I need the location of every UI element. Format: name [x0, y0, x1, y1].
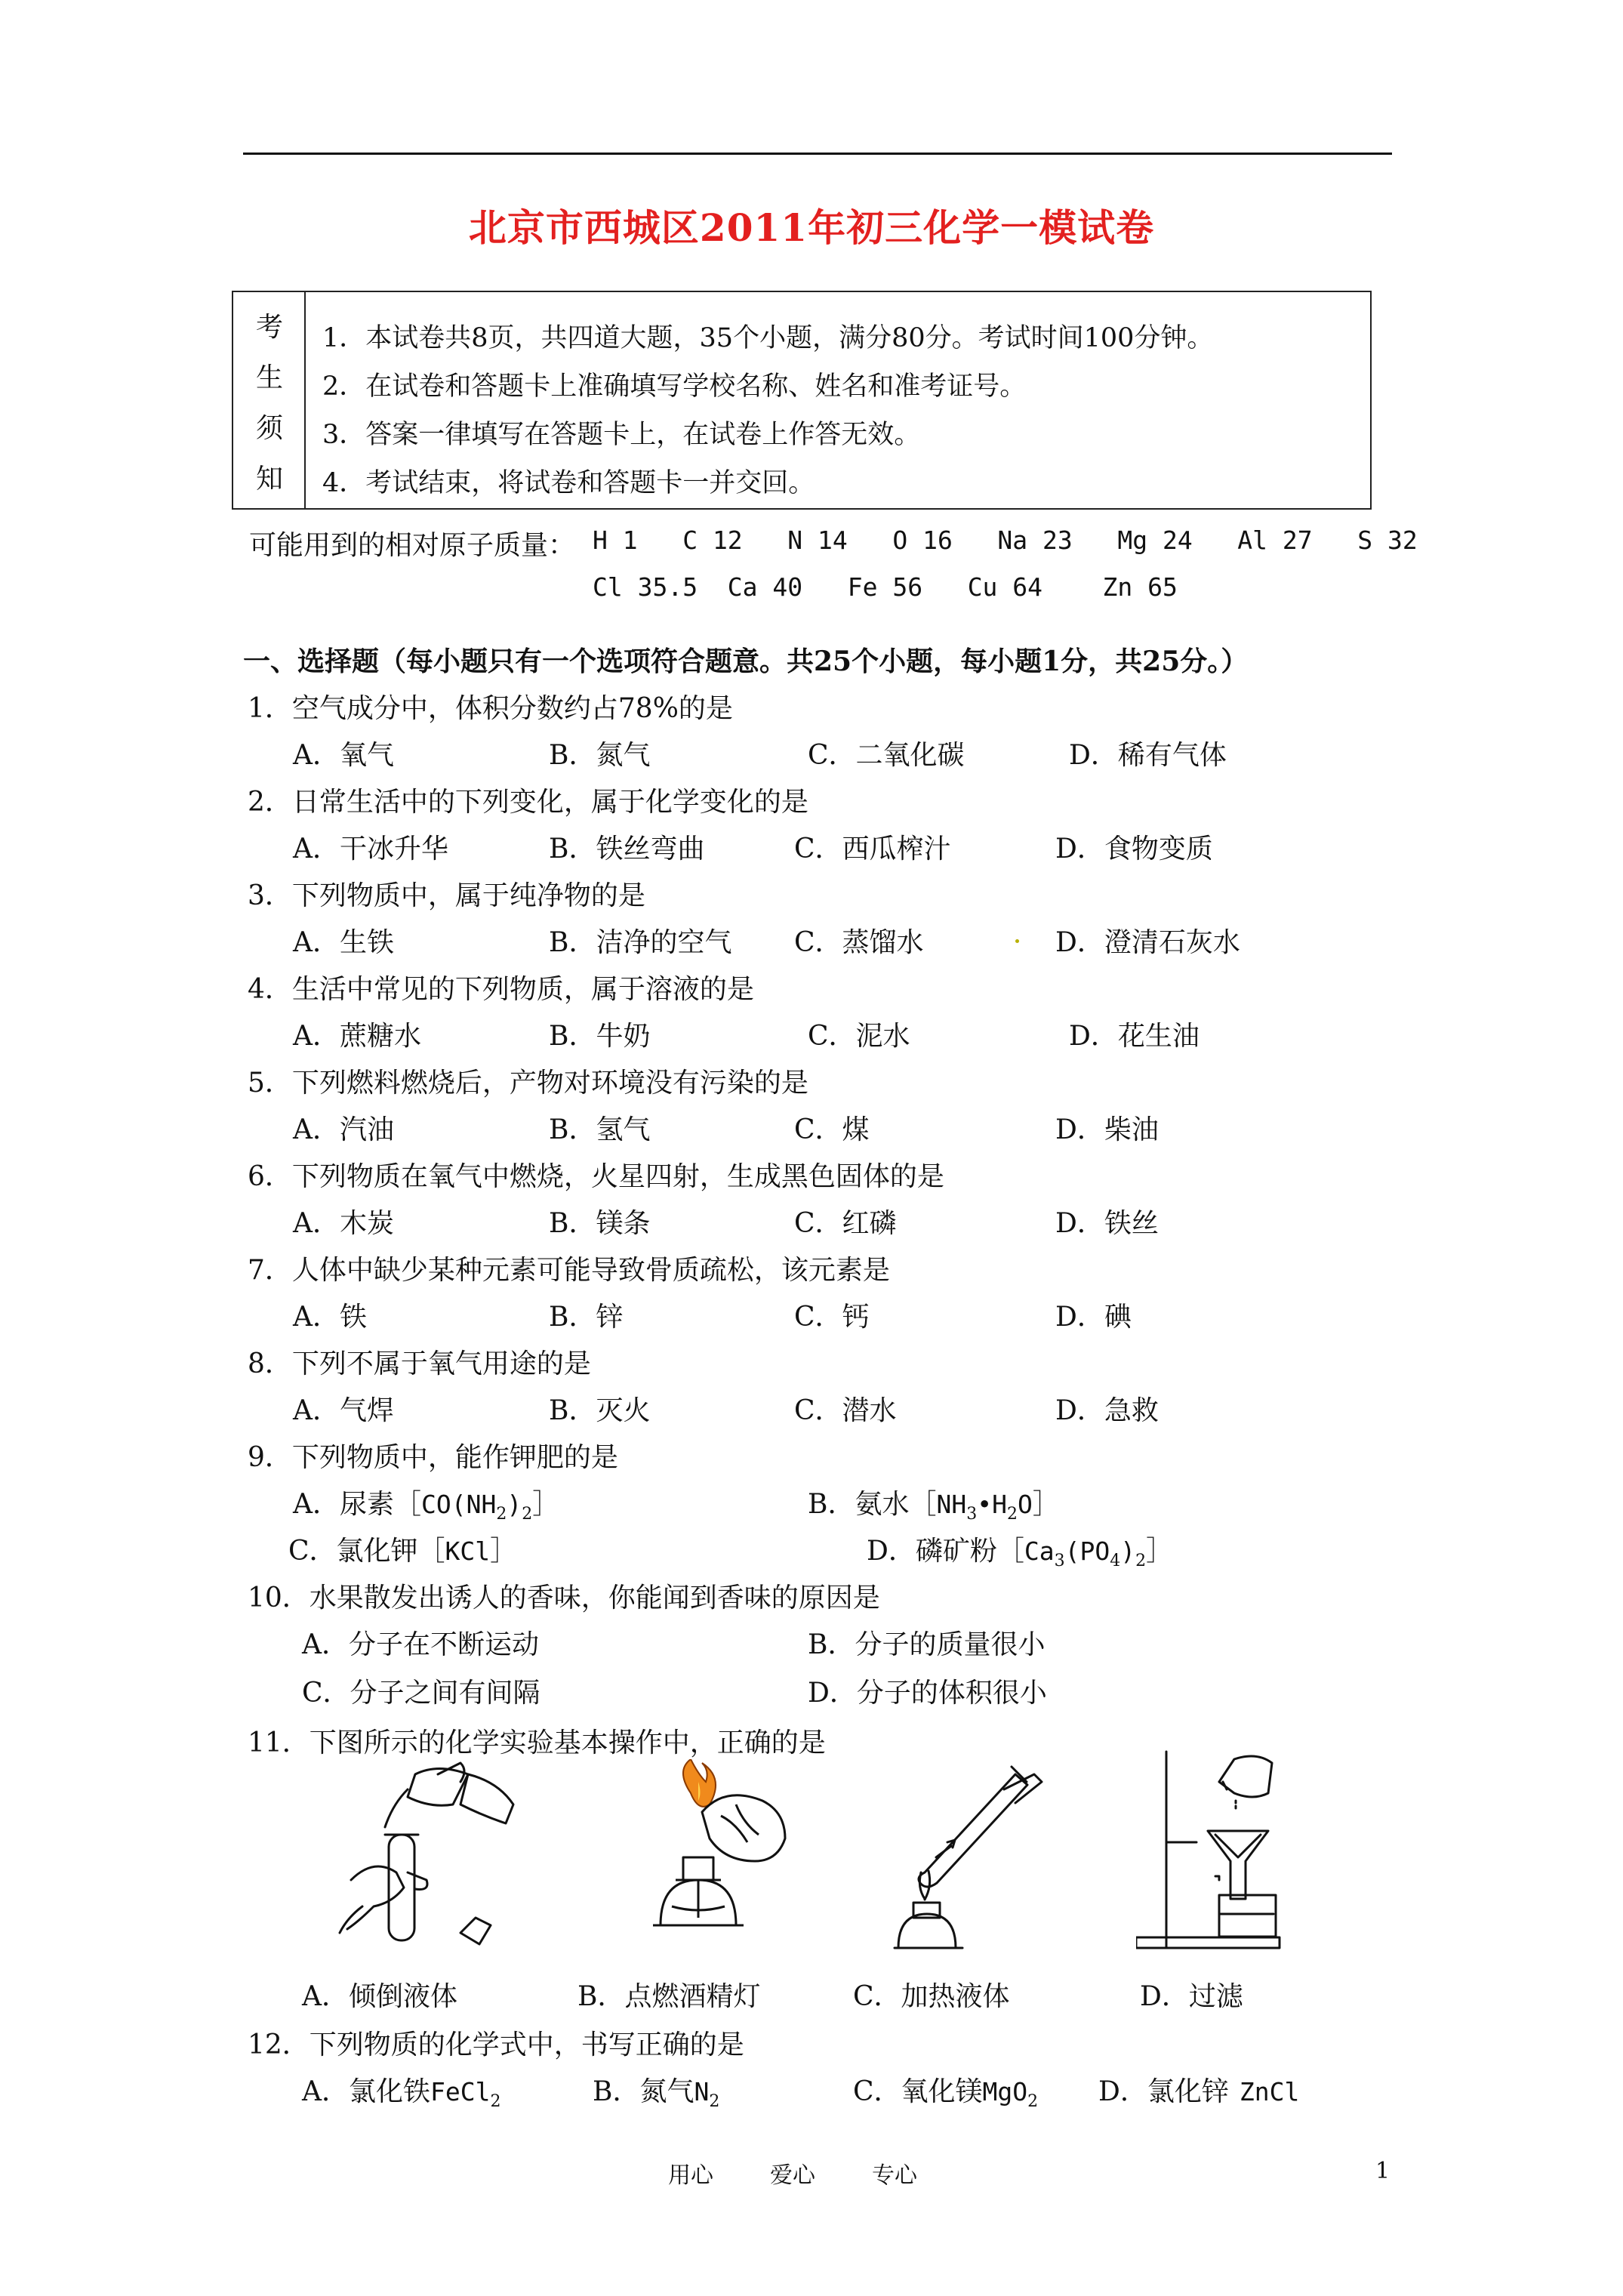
notice-box — [232, 291, 1372, 510]
atomic-mass-line2: Cl 35.5 Ca 40 Fe 56 Cu 64 Zn 65 — [593, 572, 1178, 602]
filtration-icon — [1136, 1744, 1287, 1963]
option-d-label: D．氯化锌 — [1098, 2076, 1229, 2107]
option: C．西瓜榨汁 — [794, 834, 951, 864]
option: A．干冰升华 — [293, 834, 448, 864]
formula: MgO — [982, 2077, 1028, 2106]
notice-label-char: 须 — [255, 413, 283, 444]
formula: ) — [1120, 1536, 1136, 1566]
bracket: ］ — [1032, 1489, 1060, 1520]
formula: O — [1017, 1490, 1033, 1519]
option: D．食物变质 — [1055, 834, 1213, 864]
footer-text: 用心 — [668, 2162, 713, 2189]
option-c-label: C．氯化钾［ — [288, 1536, 445, 1567]
subscript: 3 — [966, 1505, 978, 1524]
atomic-mass-line1: H 1 C 12 N 14 O 16 Na 23 Mg 24 Al 27 S 32 — [593, 525, 1418, 555]
option: A．木炭 — [293, 1208, 394, 1239]
page-number: 1 — [1375, 2158, 1390, 2184]
question-stem: 7．人体中缺少某种元素可能导致骨质疏松，该元素是 — [248, 1255, 890, 1286]
option: B．牛奶 — [549, 1021, 651, 1052]
subscript: 2 — [709, 2092, 720, 2112]
option: D．急救 — [1055, 1395, 1159, 1426]
option: C．潜水 — [794, 1395, 897, 1426]
option: C．加热液体 — [853, 1981, 1010, 2012]
question-stem: 12．下列物质的化学式中，书写正确的是 — [248, 2029, 744, 2060]
formula: FeCl — [430, 2077, 491, 2106]
footer-text: 爱心 — [770, 2162, 815, 2189]
question-stem: 9．下列物质中，能作钾肥的是 — [248, 1442, 618, 1473]
question-stem: 5．下列燃料燃烧后，产物对环境没有污染的是 — [248, 1068, 808, 1099]
option: A．生铁 — [293, 927, 394, 958]
subscript: 2 — [496, 1505, 507, 1524]
formula: ZnCl — [1239, 2077, 1300, 2106]
formula: N — [694, 2077, 710, 2106]
question-stem: 10．水果散发出诱人的香味，你能闻到香味的原因是 — [248, 1583, 880, 1613]
formula: ) — [507, 1490, 522, 1519]
bracket: ］ — [532, 1489, 560, 1520]
formula: NH — [936, 1490, 967, 1519]
option: B．氮气 — [549, 740, 651, 771]
option: B．氢气 — [549, 1114, 651, 1145]
notice-line: 2．在试卷和答题卡上准确填写学校名称、姓名和准考证号。 — [322, 371, 1027, 402]
option: A．蔗糖水 — [293, 1021, 421, 1052]
option-c — [288, 1530, 517, 1568]
formula: CO(NH — [421, 1490, 497, 1519]
option: D．花生油 — [1069, 1021, 1200, 1052]
question-stem: 3．下列物质中，属于纯净物的是 — [248, 880, 645, 911]
formula: KCl — [445, 1536, 491, 1566]
question-stem: 2．日常生活中的下列变化，属于化学变化的是 — [248, 787, 808, 818]
option: C．红磷 — [794, 1208, 897, 1239]
option-b-label: B．氨水［ — [808, 1489, 937, 1520]
notice-label-char: 知 — [255, 464, 283, 495]
notice-line: 4．考试结束，将试卷和答题卡一并交回。 — [322, 468, 815, 498]
bracket: ］ — [490, 1536, 518, 1567]
notice-line: 1．本试卷共8页，共四道大题，35个小题，满分80分。考试时间100分钟。 — [322, 323, 1214, 353]
option-a-label: A．氯化铁 — [302, 2076, 430, 2107]
option-c — [853, 2070, 1038, 2111]
lighting-alcohol-lamp-icon — [630, 1759, 812, 1955]
option: D．澄清石灰水 — [1055, 927, 1240, 958]
subscript: 2 — [490, 2092, 501, 2112]
option: D．碘 — [1055, 1302, 1132, 1333]
formula: •H — [977, 1490, 1007, 1519]
option: C．分子之间有间隔 — [302, 1678, 540, 1709]
option: D．分子的体积很小 — [808, 1678, 1047, 1709]
subscript: 2 — [1027, 2092, 1039, 2112]
notice-line: 3．答案一律填写在答题卡上，在试卷上作答无效。 — [322, 420, 921, 450]
subscript: 3 — [1054, 1552, 1065, 1571]
subscript: 2 — [1006, 1505, 1018, 1524]
formula: (PO — [1064, 1536, 1110, 1566]
option-a-label: A．尿素［ — [293, 1489, 421, 1520]
option: D．过滤 — [1140, 1981, 1243, 2012]
section-heading: 一、选择题（每小题只有一个选项符合题意。共25个小题，每小题1分，共25分。） — [243, 646, 1249, 677]
option: B．铁丝弯曲 — [549, 834, 705, 864]
subscript: 2 — [1135, 1552, 1147, 1571]
option-a — [293, 1483, 559, 1524]
option: C．蒸馏水 — [794, 927, 924, 958]
notice-label-char: 生 — [255, 362, 283, 393]
subscript: 2 — [522, 1505, 533, 1524]
heating-liquid-icon — [891, 1759, 1064, 1955]
option: C．钙 — [794, 1302, 870, 1333]
pouring-liquid-icon — [325, 1759, 536, 1955]
bracket: ］ — [1146, 1536, 1174, 1567]
option-b — [808, 1483, 1060, 1524]
option: D．铁丝 — [1055, 1208, 1159, 1239]
option: A．氧气 — [293, 740, 394, 771]
option-a — [302, 2070, 500, 2111]
option: B．锌 — [549, 1302, 624, 1333]
page-title: 北京市西城区2011年初三化学一模试卷 — [468, 205, 1155, 250]
option: A．气焊 — [293, 1395, 394, 1426]
stray-dot — [1015, 939, 1019, 943]
option: D．稀有气体 — [1069, 740, 1227, 771]
question-stem: 1．空气成分中，体积分数约占78%的是 — [248, 693, 733, 724]
option: B．洁净的空气 — [549, 927, 732, 958]
option: A．倾倒液体 — [302, 1981, 457, 2012]
option: A．汽油 — [293, 1114, 394, 1145]
option-d-label: D．磷矿粉［ — [867, 1536, 1024, 1567]
footer-text: 专心 — [872, 2162, 917, 2189]
option: B．灭火 — [549, 1395, 651, 1426]
option: C．泥水 — [808, 1021, 910, 1052]
option: A．分子在不断运动 — [302, 1629, 539, 1660]
option: C．煤 — [794, 1114, 870, 1145]
top-rule — [243, 153, 1392, 155]
option: A．铁 — [293, 1302, 367, 1333]
option: B．镁条 — [549, 1208, 651, 1239]
option: D．柴油 — [1055, 1114, 1159, 1145]
notice-label — [233, 292, 306, 508]
question-stem: 4．生活中常见的下列物质，属于溶液的是 — [248, 974, 754, 1005]
option-c-label: C．氧化镁 — [853, 2076, 983, 2107]
option: C．二氧化碳 — [808, 740, 965, 771]
option-b-label: B．氮气 — [593, 2076, 694, 2107]
subscript: 4 — [1110, 1552, 1121, 1571]
question-stem: 11．下图所示的化学实验基本操作中，正确的是 — [248, 1727, 826, 1758]
notice-label-char: 考 — [255, 312, 283, 343]
question-stem: 8．下列不属于氧气用途的是 — [248, 1348, 591, 1379]
option: B．分子的质量很小 — [808, 1629, 1046, 1660]
atomic-mass-label: 可能用到的相对原子质量： — [249, 530, 576, 561]
option-d — [867, 1530, 1173, 1570]
question-stem: 6．下列物质在氧气中燃烧，火星四射，生成黑色固体的是 — [248, 1161, 944, 1192]
option-d — [1098, 2070, 1299, 2109]
option-b — [593, 2070, 719, 2111]
option: B．点燃酒精灯 — [577, 1981, 761, 2012]
formula: Ca — [1024, 1536, 1055, 1566]
